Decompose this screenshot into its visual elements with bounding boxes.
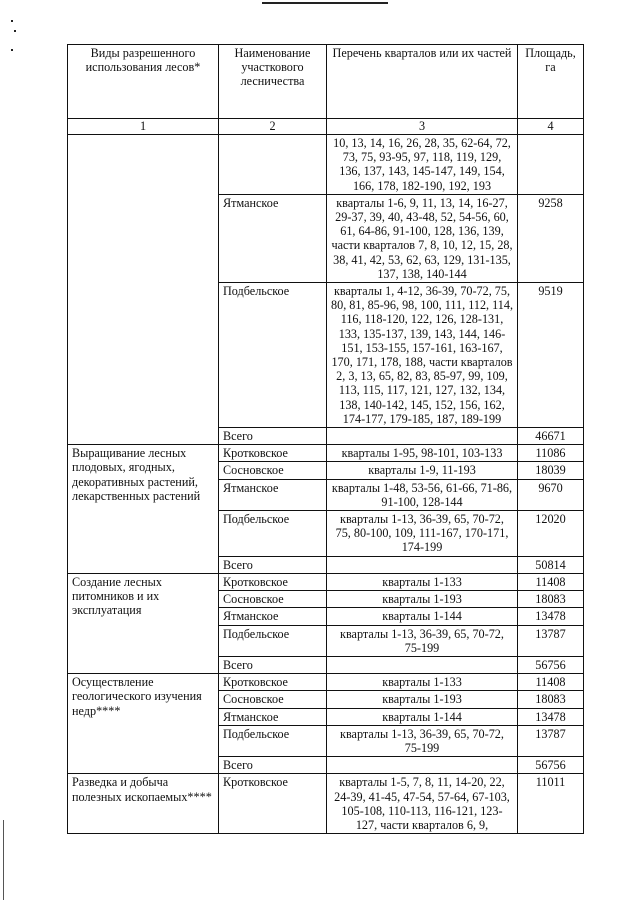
scan-mark-top-line (262, 2, 388, 4)
area-cell: 18083 (518, 691, 584, 708)
forestry-name-cell: Кротковское (219, 573, 327, 590)
scan-mark-dot (11, 20, 13, 22)
total-label: Всего (219, 757, 327, 774)
area-cell: 11408 (518, 573, 584, 590)
use-type-cell: Осуществление геологического изучения недр**** (68, 674, 219, 774)
column-number: 4 (518, 119, 584, 135)
quarter-list-cell: кварталы 1-144 (327, 708, 518, 725)
forestry-name-cell: Сосновское (219, 691, 327, 708)
total-area: 56756 (518, 757, 584, 774)
use-type-cell: Создание лесных питомников и их эксплуатация (68, 573, 219, 673)
area-cell: 18083 (518, 591, 584, 608)
area-cell: 13787 (518, 625, 584, 656)
quarter-list-cell (327, 428, 518, 445)
forestry-name-cell: Подбельское (219, 725, 327, 756)
quarter-list-cell (327, 556, 518, 573)
quarter-list-cell: кварталы 1-6, 9, 11, 13, 14, 16-27, 29-37, 39, 40, 43-48, 52, 54-56, 60, 61, 64-86, 91-100, 128, 136, 139, части кварталов 7, 8, 10, 12, 15, 28, 38, 41, 42, 53, 62, 63, 129, 131-135, 137, 138, 140-144 (327, 194, 518, 282)
area-cell: 13478 (518, 708, 584, 725)
area-cell: 12020 (518, 511, 584, 557)
use-type-cell: Выращивание лесных плодовых, ягодных, декоративных растений, лекарственных растений (68, 445, 219, 574)
column-number: 1 (68, 119, 219, 135)
quarter-list-cell: кварталы 1, 4-12, 36-39, 70-72, 75, 80, 81, 85-96, 98, 100, 111, 112, 114, 116, 118-120, 122, 126, 128-131, 133, 135-137, 139, 143, 144, 146-151, 153-155, 157-161, 163-167, 170, 171, 178, 188, части кварталов 2, 3, 13, 65, 82, 83, 85-97, 99, 109, 113, 115, 117, 121, 127, 132, 134, 138, 140-142, 145, 152, 156, 162, 174-177, 179-185, 187, 189-199 (327, 283, 518, 428)
total-area: 46671 (518, 428, 584, 445)
column-number: 2 (219, 119, 327, 135)
table-row (68, 674, 584, 691)
table-row (68, 573, 584, 590)
quarter-list-cell: кварталы 1-144 (327, 608, 518, 625)
forestry-name-cell: Кротковское (219, 445, 327, 462)
table-row (68, 774, 584, 834)
area-cell: 11086 (518, 445, 584, 462)
header-area: Площадь, га (518, 45, 584, 119)
header-forestry-name: Наименование участкового лесничества (219, 45, 327, 119)
area-cell: 11408 (518, 674, 584, 691)
forestry-name-cell: Подбельское (219, 283, 327, 428)
area-cell: 11011 (518, 774, 584, 834)
quarter-list-cell: кварталы 1-13, 36-39, 65, 70-72, 75-199 (327, 625, 518, 656)
use-type-cell: Разведка и добыча полезных ископаемых**** (68, 774, 219, 834)
forestry-name-cell: Кротковское (219, 674, 327, 691)
total-label: Всего (219, 656, 327, 673)
area-cell: 13787 (518, 725, 584, 756)
header-quarter-list: Перечень кварталов или их частей (327, 45, 518, 119)
forest-use-table (67, 44, 584, 834)
forestry-name-cell: Кротковское (219, 774, 327, 834)
quarter-list-cell (327, 656, 518, 673)
area-cell: 13478 (518, 608, 584, 625)
quarter-list-cell: кварталы 1-13, 36-39, 65, 70-72, 75, 80-100, 109, 111-167, 170-171, 174-199 (327, 511, 518, 557)
use-type-cell (68, 135, 219, 445)
scan-mark-dot (14, 30, 16, 32)
forestry-name-cell: Ятманское (219, 479, 327, 510)
column-number: 3 (327, 119, 518, 135)
quarter-list-cell: кварталы 1-9, 11-193 (327, 462, 518, 479)
total-area: 50814 (518, 556, 584, 573)
area-cell (518, 135, 584, 195)
area-cell: 9258 (518, 194, 584, 282)
header-use-type: Виды разрешенного использования лесов* (68, 45, 219, 119)
quarter-list-cell: кварталы 1-193 (327, 691, 518, 708)
forestry-name-cell: Подбельское (219, 511, 327, 557)
quarter-list-cell: кварталы 1-133 (327, 573, 518, 590)
quarter-list-cell: кварталы 1-133 (327, 674, 518, 691)
area-cell: 9670 (518, 479, 584, 510)
forestry-name-cell: Сосновское (219, 462, 327, 479)
total-label: Всего (219, 556, 327, 573)
quarter-list-cell: кварталы 1-5, 7, 8, 11, 14-20, 22, 24-39, 41-45, 47-54, 57-64, 67-103, 105-108, 110-113, 116-121, 123-127, части кварталов 6, 9, (327, 774, 518, 834)
forestry-name-cell (219, 135, 327, 195)
scan-mark-dot (11, 49, 13, 51)
quarter-list-cell: 10, 13, 14, 16, 26, 28, 35, 62-64, 72, 73, 75, 93-95, 97, 118, 119, 129, 136, 137, 143, 145-147, 149, 154, 166, 178, 182-190, 192, 193 (327, 135, 518, 195)
forestry-name-cell: Подбельское (219, 625, 327, 656)
quarter-list-cell: кварталы 1-193 (327, 591, 518, 608)
scan-mark-left-edge (3, 820, 4, 900)
forestry-name-cell: Ятманское (219, 194, 327, 282)
total-label: Всего (219, 428, 327, 445)
total-area: 56756 (518, 656, 584, 673)
area-cell: 9519 (518, 283, 584, 428)
area-cell: 18039 (518, 462, 584, 479)
table-row (68, 135, 584, 195)
table-column-numbers-row (68, 119, 584, 135)
quarter-list-cell: кварталы 1-13, 36-39, 65, 70-72, 75-199 (327, 725, 518, 756)
table-header-row (68, 45, 584, 119)
forestry-name-cell: Ятманское (219, 708, 327, 725)
forestry-name-cell: Сосновское (219, 591, 327, 608)
quarter-list-cell: кварталы 1-95, 98-101, 103-133 (327, 445, 518, 462)
quarter-list-cell: кварталы 1-48, 53-56, 61-66, 71-86, 91-100, 128-144 (327, 479, 518, 510)
quarter-list-cell (327, 757, 518, 774)
table-row (68, 445, 584, 462)
forestry-name-cell: Ятманское (219, 608, 327, 625)
